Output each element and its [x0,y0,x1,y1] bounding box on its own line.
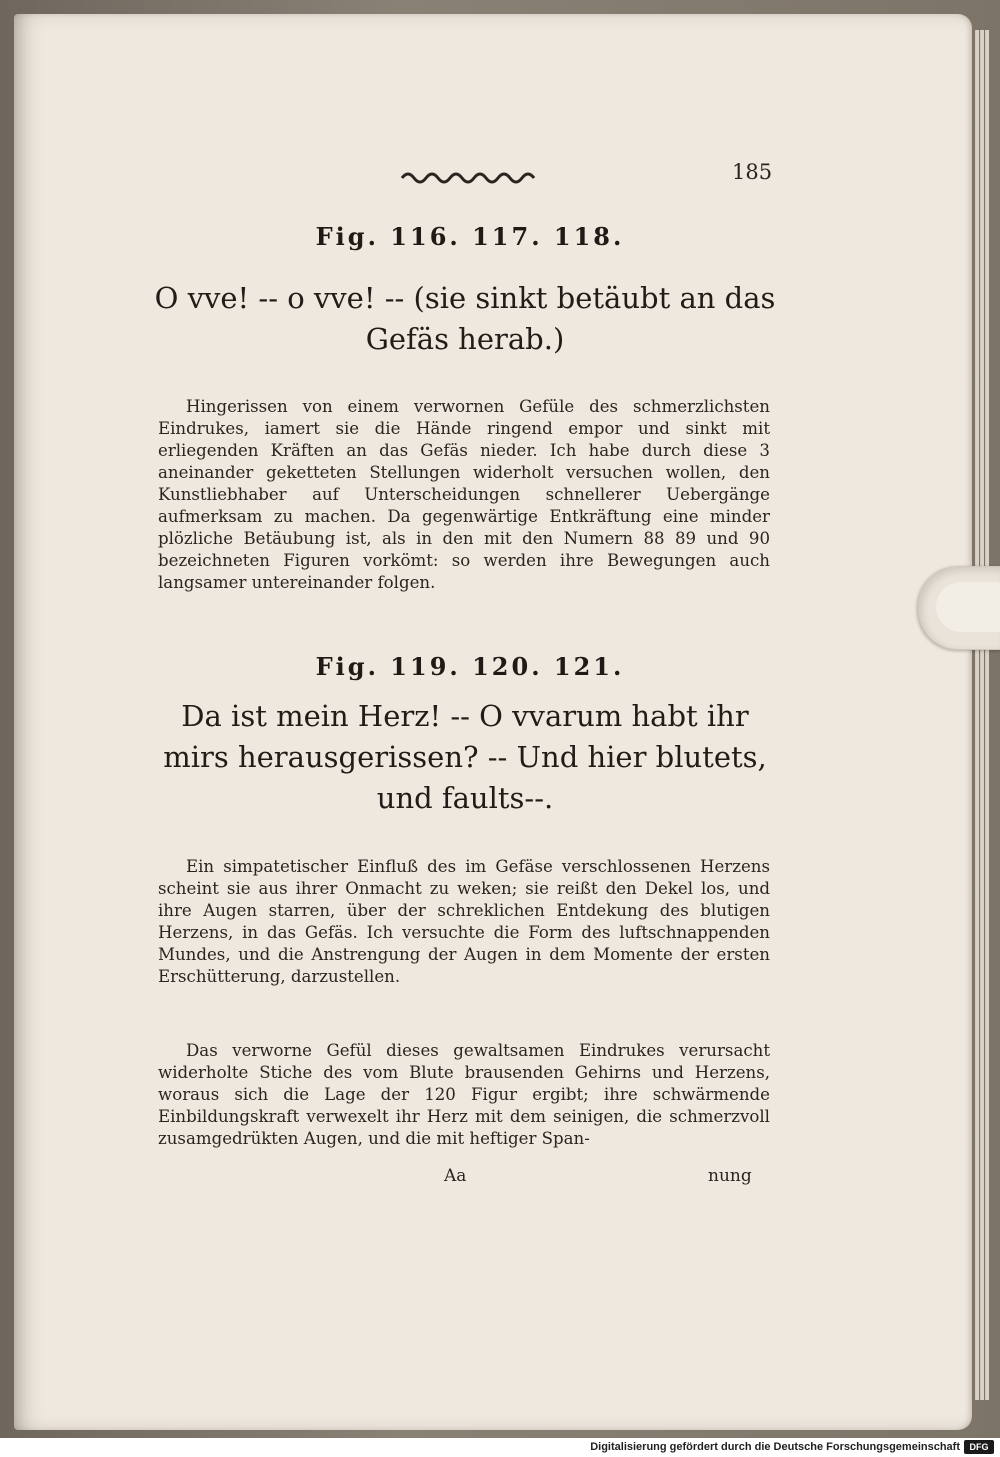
paragraph-1: Hingerissen von einem verwornen Gefüle des schmerzlichsten Eindrukes, iamert sie die Hände ringend empor und sinkt mit erliegenden Kräften an das Gefäs nieder. Ich habe durch diese 3 aneinander geketteten Stellungen widerholt versuchen wollen, den Kunstliebhaber auf Unterscheidungen schnellerer Uebergänge aufmerksam zu machen. Da gegenwärtige Entkräftung eine minder plözliche Betäubung ist, als in den mit den Numern 88 89 und 90 bezeichneten Figuren vorkömt: so werden ihre Bewegungen auch langsamer untereinander folgen. [158,397,770,592]
page-edge [975,30,979,1400]
page-edge [980,30,984,1400]
wave-ornament [400,168,536,186]
dfg-logo-icon: DFG [964,1440,994,1454]
paragraph-3: Das verworne Gefül dieses gewaltsamen Eindrukes verursacht widerholte Stiche des vom Blute brausenden Gehirns und Herzens, woraus sich die Lage der 120 Figur ergibt; ihre schwärmende Einbildungskraft verwexelt ihr Herz mit dem seinigen, die schmerzvoll zusamgedrükten Augen, und die mit heftiger Span- [158,1041,770,1148]
signature-mark: Aa [444,1166,467,1186]
catchword: nung [708,1166,752,1186]
section-heading-2: Da ist mein Herz! -- O vvarum habt ihr mirs herausgerissen? -- Und hier blutets, und faults--. [163,699,767,815]
paragraph-2: Ein simpatetischer Einfluß des im Gefäse verschlossenen Herzens scheint sie aus ihrer Onmacht zu weken; sie reißt den Dekel los, und ihre Augen starren, über der schreklichen Entdekung des blutigen Herzens, in das Gefäs. Ich versuchte die Form des luftschnappenden Mundes, und die Anstrengung der Augen in dem Momente der ersten Erschütterung, darzustellen. [158,857,770,986]
footer-credit: Digitalisierung gefördert durch die Deutsche Forschungsgemeinschaft [590,1441,960,1453]
section-heading-1: O vve! -- o vve! -- (sie sinkt betäubt an das Gefäs herab.) [154,281,776,356]
figure-label-1: Fig. 116. 117. 118. [315,222,625,251]
footer-bar [0,1438,1000,1457]
page-edge [985,30,989,1400]
figure-label-2: Fig. 119. 120. 121. [315,652,625,681]
page-tab-marker-inner [936,582,1000,632]
page-number: 185 [732,160,773,184]
